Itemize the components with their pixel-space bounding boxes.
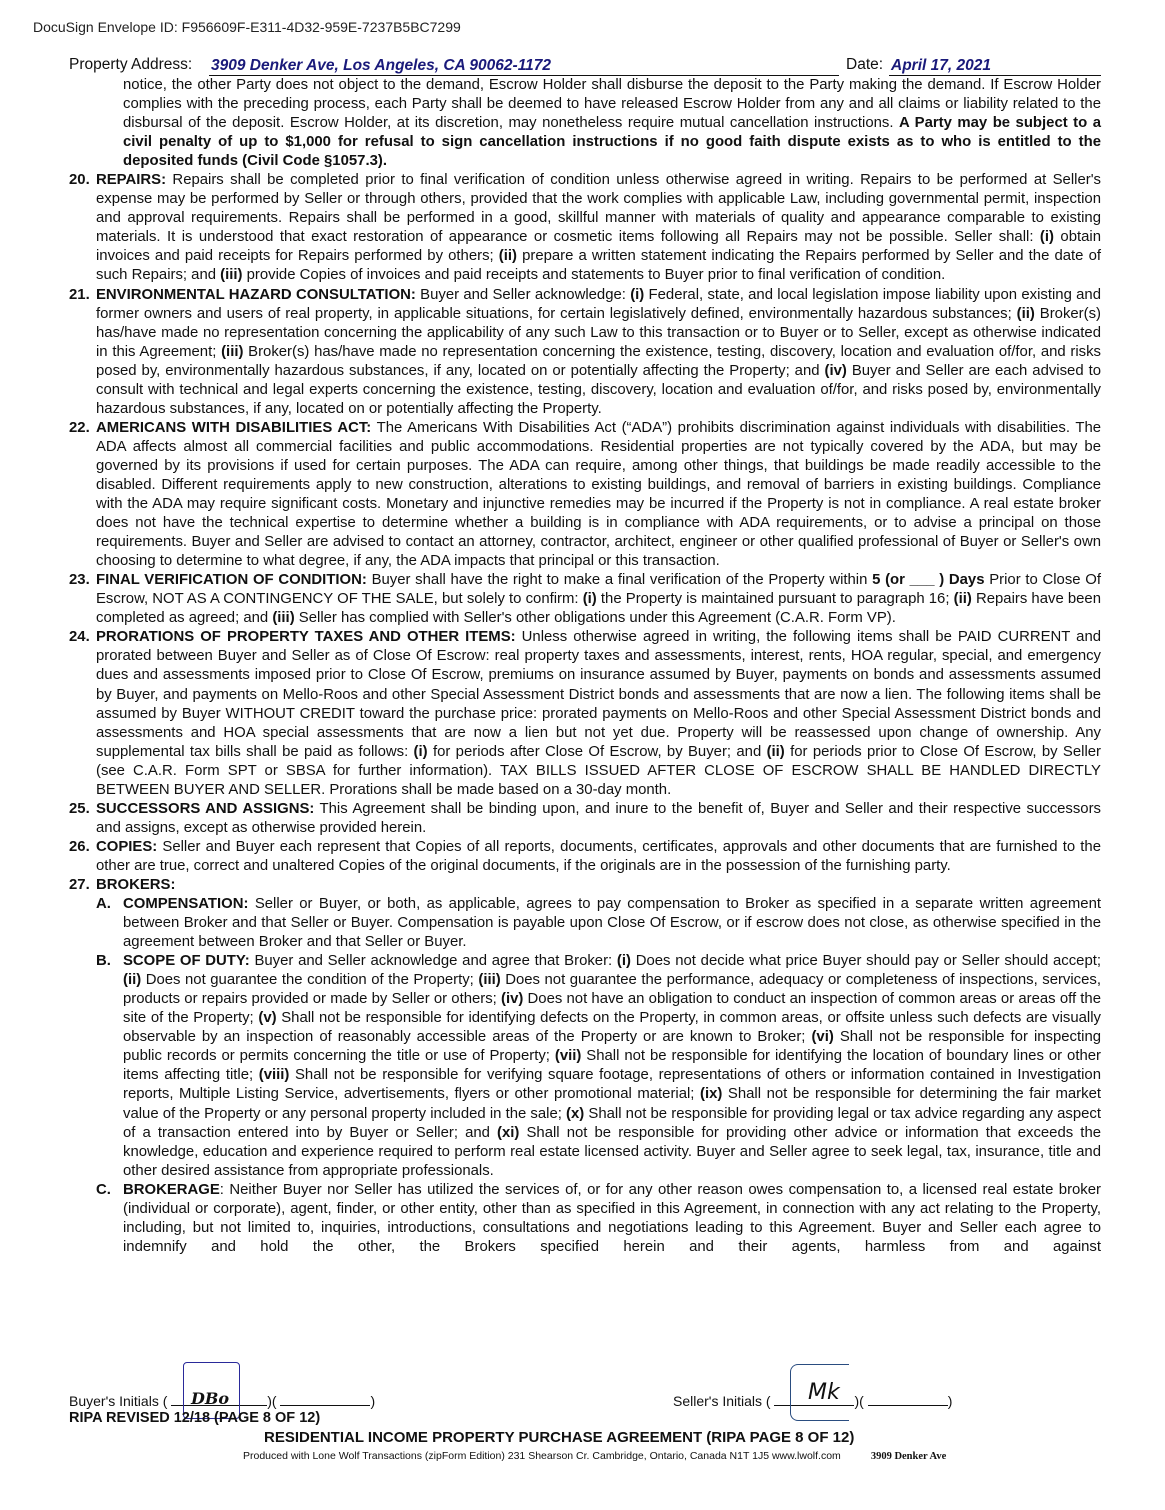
section-25-successors: 25. SUCCESSORS AND ASSIGNS: This Agreement shall be binding upon, and inure to the benefit of, Buyer and Seller and their respective successors and assigns, except as otherwise provided herein. (69, 800, 1101, 836)
section-27-brokers: 27. BROKERS: (69, 876, 176, 893)
section-26-copies: 26. COPIES: Seller and Buyer each represent that Copies of all reports, documents, certificates, approvals and other documents that are furnished to the other are true, correct and unaltered Copies of the original documents, if the originals are in the possession of the furnishing party. (69, 838, 1101, 874)
docusign-envelope-id: DocuSign Envelope ID: F956609F-E311-4D32-959E-7237B5BC7299 (33, 19, 461, 35)
section-heading: FINAL VERIFICATION OF CONDITION: (96, 572, 367, 589)
section-21-environmental-hazard: 21. ENVIRONMENTAL HAZARD CONSULTATION: Buyer and Seller acknowledge: (i) Federal, state, and local legislation impose liability upon existing and former owners and users of real property, in applicable situations, for certain legislatively defined, environmentally hazardous substances; (ii) Broker(s) has/have made no representation concerning the applicability of any such Law to this transaction or to Buyer or to Seller, except as otherwise indicated in this Agreement; (iii) Broker(s) has/have made no representation concerning the existence, testing, discovery, location and evaluation of/for, and risks posed by, environmentally hazardous substances, if any, located on or potentially affecting the Property; and (iv) Buyer and Seller are each advised to consult with technical and legal experts concerning the existence, testing, discovery, location and evaluation of/for, and risks posed by, environmentally hazardous substances, if any, located on or potentially affecting the Property. (69, 286, 1101, 417)
section-heading: AMERICANS WITH DISABILITIES ACT: (96, 419, 372, 436)
buyer-initials: Buyer's Initials ( )( ) (69, 1393, 376, 1409)
form-revision: RIPA REVISED 12/18 (PAGE 8 OF 12) (69, 1410, 321, 1426)
section-24-prorations: 24. PRORATIONS OF PROPERTY TAXES AND OTHER ITEMS: Unless otherwise agreed in writing, the following items shall be PAID CURRENT and prorated between Buyer and Seller as of Close Of Escrow: real property taxes and assessments, interest, rents, HOA regular, special, and emergency dues and assessments imposed prior to Close Of Escrow, premiums on insurance assumed by Buyer, payments on bonds and assessments assumed by Buyer, and payments on Mello-Roos and other Special Assessment District bonds and assessments that are now a lien. The following items shall be assumed by Buyer WITHOUT CREDIT toward the purchase price: prorated payments on Mello-Roos and other Special Assessment District bonds and assessments and HOA special assessments that are now a lien but not yet due. Property will be reassessed upon change of ownership. Any supplemental tax bills shall be paid as follows: (i) for periods after Close Of Escrow, by Buyer; and (ii) for periods prior to Close Of Escrow, by Seller (see C.A.R. Form SPT or SBSA for further information). TAX BILLS ISSUED AFTER CLOSE OF ESCROW SHALL BE HANDLED DIRECTLY BETWEEN BUYER AND SELLER. Prorations shall be made based on a 30-day month. (69, 629, 1102, 798)
date-label: Date: (846, 56, 884, 73)
document-header (69, 56, 1101, 76)
buyer-initials-field-2[interactable] (280, 1391, 370, 1406)
property-address-value[interactable]: 3909 Denker Ave, Los Angeles, CA 90062-1172 (209, 57, 839, 76)
buyer-initials-signature: DBo (191, 1389, 230, 1408)
paragraph-19-continuation: notice, the other Party does not object to the demand, Escrow Holder shall disburse the deposit to the Party making the demand. If Escrow Holder complies with the preceding process, each Party shall be deemed to have released Escrow Holder from any and all claims or liability related to the disbursal of the deposit. Escrow Holder, at its discretion, may nonetheless require mutual cancellation instructions. A Party may be subject to a civil penalty of up to $1,000 for refusal to sign cancellation instructions if no good faith dispute exists as to who is entitled to the deposited funds (Civil Code §1057.3). (123, 77, 1102, 170)
section-heading: COPIES: (96, 838, 158, 855)
seller-initials: Seller's Initials ( )( ) (673, 1393, 953, 1409)
section-27b-scope-of-duty: B. SCOPE OF DUTY: Buyer and Seller acknowledge and agree that Broker: (i) Does not decide what price Buyer should pay or Seller should accept; (ii) Does not guarantee the condition of the Property; (iii) Does not guarantee the performance, adequacy or completeness of inspections, services, products or repairs provided or made by Seller or others; (iv) Does not have an obligation to conduct an inspection of common areas or areas off the site of the Property; (v) Shall not be responsible for identifying defects on the Property, in common areas, or offsite unless such defects are visually observable by an inspection of reasonably accessible areas of the Property or are known to Broker; (vi) Shall not be responsible for inspecting public records or permits concerning the title or use of Property; (vii) Shall not be responsible for identifying the location of boundary lines or other items affecting title; (viii) Shall not be responsible for verifying square footage, representations of others or information contained in Investigation reports, Multiple Listing Service, advertisements, flyers or other promotional material; (ix) Shall not be responsible for determining the fair market value of the Property or any personal property included in the sale; (x) Shall not be responsible for providing legal or tax advice regarding any aspect of a transaction entered into by Buyer or Seller; and (xi) Shall not be responsible for providing other advice or information that exceeds the knowledge, education and experience required to perform real estate licensed activity. Buyer and Seller agree to seek legal, tax, insurance, title and other desired assistance from appropriate professionals. (96, 953, 1102, 1179)
section-22-ada: 22. AMERICANS WITH DISABILITIES ACT: The Americans With Disabilities Act (“ADA”) prohibits discrimination against individuals with disabilities. The ADA affects almost all commercial facilities and public accommodations. Residential properties are not typically covered by the ADA, but may be governed by its provisions if used for certain purposes. The ADA can require, among other things, that buildings be made readily accessible to the disabled. Different requirements apply to new construction, alterations to existing buildings, and removal of barriers in existing buildings. Compliance with the ADA may require significant costs. Monetary and injunctive remedies may be incurred if the Property is not in compliance. A real estate broker does not have the technical expertise to determine whether a building is in compliance with ADA requirements, or to advise a principal on those requirements. Buyer and Seller are advised to contact an attorney, contractor, architect, engineer or other qualified professional of Buyer or Seller's own choosing to determine to what degree, if any, the ADA impacts that principal or this transaction. (69, 419, 1102, 570)
section-heading: SUCCESSORS AND ASSIGNS: (96, 800, 315, 817)
section-heading: PRORATIONS OF PROPERTY TAXES AND OTHER ITEMS: (96, 629, 516, 646)
section-23-final-verification: 23. FINAL VERIFICATION OF CONDITION: Buyer shall have the right to make a final verification of the Property within 5 (or ___ ) Days Prior to Close Of Escrow, NOT AS A CONTINGENCY OF THE SALE, but solely to confirm: (i) the Property is maintained pursuant to paragraph 16; (ii) Repairs have been completed as agreed; and (iii) Seller has complied with Seller's other obligations under this Agreement (C.A.R. Form VP). (69, 572, 1101, 627)
section-27c-brokerage: C. BROKERAGE: Neither Buyer nor Seller has utilized the services of, or for any other reason owes compensation to, a licensed real estate broker (individual or corporate), agent, finder, or other entity, other than as specified in this Agreement, in connection with any act relating to the Property, including, but not limited to, inquiries, introductions, consultations and negotiations leading to this Agreement. Buyer and Seller each agree to indemnify and hold the other, the Brokers specified herein and their agents, harmless from and against (96, 1181, 1101, 1255)
produced-by: Produced with Lone Wolf Transactions (zipForm Edition) 231 Shearson Cr. Cambridge, Ontario, Canada N1T 1J5 www.lwolf.com 3909 Denker Ave (243, 1450, 947, 1462)
date-value[interactable]: April 17, 2021 (889, 57, 1101, 76)
seller-initials-label: Seller's Initials ( (673, 1393, 771, 1409)
section-heading: ENVIRONMENTAL HAZARD CONSULTATION: (96, 286, 416, 303)
section-heading: REPAIRS: (96, 172, 167, 189)
agreement-body (69, 76, 1101, 1257)
section-20-repairs: 20. REPAIRS: Repairs shall be completed prior to final verification of condition unless otherwise agreed in writing. Repairs to be performed at Seller's expense may be performed by Seller or through others, provided that the work complies with applicable Law, including governmental permit, inspection and approval requirements. Repairs shall be performed in a good, skillful manner with materials of quality and appearance comparable to existing materials. It is understood that exact restoration of appearance or cosmetic items following all Repairs may not be possible. Seller shall: (i) obtain invoices and paid receipts for Repairs performed by others; (ii) prepare a written statement indicating the Repairs performed by Seller and the date of such Repairs; and (iii) provide Copies of invoices and paid receipts and statements to Buyer prior to final verification of condition. (69, 172, 1101, 284)
form-title: RESIDENTIAL INCOME PROPERTY PURCHASE AGREEMENT (RIPA PAGE 8 OF 12) (264, 1429, 855, 1446)
section-heading: BROKERS: (96, 876, 176, 893)
footer-property-address: 3909 Denker Ave (870, 1451, 947, 1462)
section-27a-compensation: A. COMPENSATION: Seller or Buyer, or both, as applicable, agrees to pay compensation to Broker as specified in a separate written agreement between Broker and that Seller or Buyer. Compensation is payable upon Close Of Escrow, or if escrow does not close, as otherwise specified in the agreement between Broker and that Seller or Buyer. (96, 896, 1101, 951)
seller-initials-signature: Mk (808, 1380, 840, 1405)
days-field[interactable]: 5 (or ___ ) Days (872, 572, 985, 589)
seller-initials-field-2[interactable] (868, 1391, 948, 1406)
buyer-initials-label: Buyer's Initials ( (69, 1393, 168, 1409)
property-address-label: Property Address: (69, 56, 193, 73)
